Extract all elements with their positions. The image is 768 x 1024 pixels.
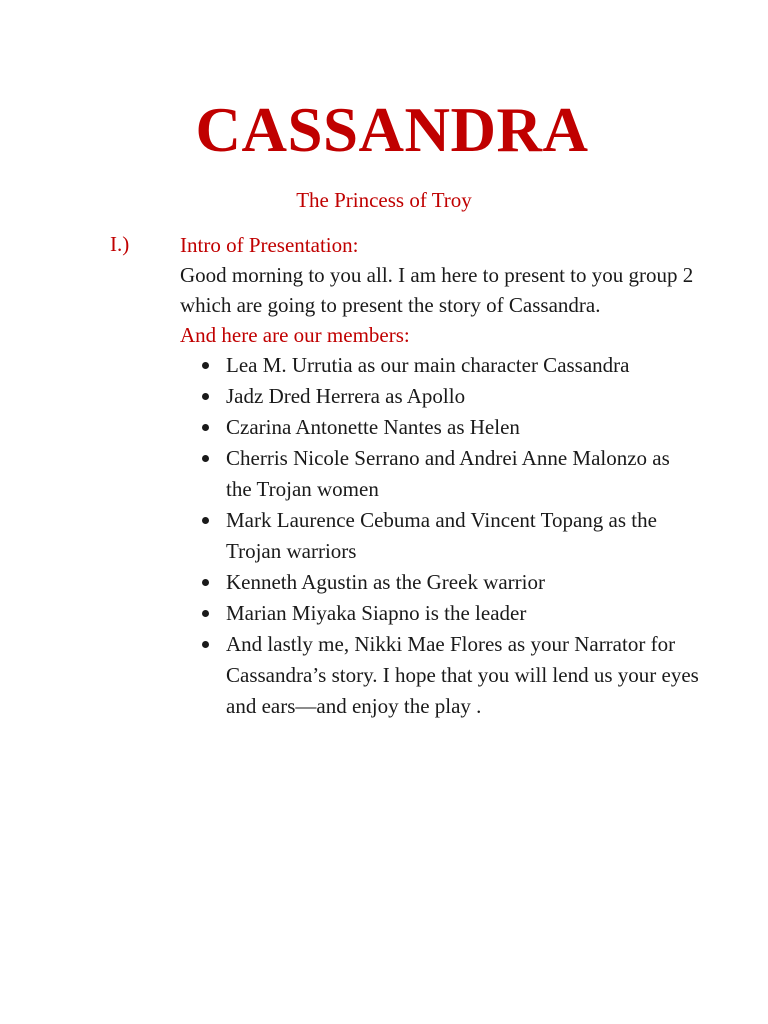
bullet-icon (202, 579, 209, 586)
member-text: And lastly me, Nikki Mae Flores as your Narrator for Cassandra’s story. I hope that you will lend us your eyes and ears—and enjoy the play . (226, 632, 699, 718)
list-item (180, 412, 700, 443)
bullet-icon (202, 517, 209, 524)
member-text: Jadz Dred Herrera as Apollo (226, 384, 466, 408)
list-item (180, 350, 700, 381)
bullet-icon (202, 424, 209, 431)
member-text: Cherris Nicole Serrano and Andrei Anne Malonzo as the Trojan women (226, 446, 670, 501)
list-item (180, 443, 700, 505)
member-text: Czarina Antonette Nantes as Helen (226, 415, 520, 439)
bullet-icon (202, 610, 209, 617)
list-item (180, 381, 700, 412)
list-item (180, 505, 700, 567)
document-title: CASSANDRA (195, 95, 589, 165)
member-text: Kenneth Agustin as the Greek warrior (226, 570, 545, 594)
bullet-icon (202, 455, 209, 462)
document-subtitle: The Princess of Troy (296, 188, 472, 212)
bullet-icon (202, 362, 209, 369)
list-item (180, 598, 700, 629)
bullet-icon (202, 641, 209, 648)
bullet-icon (202, 393, 209, 400)
members-heading: And here are our members: (180, 323, 410, 347)
list-item (180, 629, 700, 722)
intro-paragraph: Good morning to you all. I am here to present to you group 2 which are going to present the story of Cassandra. (180, 263, 694, 317)
section-heading: Intro of Presentation: (180, 233, 359, 257)
section-number: I.) (110, 232, 130, 256)
member-text: Lea M. Urrutia as our main character Cassandra (226, 353, 630, 377)
member-list (180, 350, 700, 722)
member-text: Mark Laurence Cebuma and Vincent Topang as the Trojan warriors (226, 508, 657, 563)
section-body (180, 230, 700, 722)
member-text: Marian Miyaka Siapno is the leader (226, 601, 527, 625)
list-item (180, 567, 700, 598)
